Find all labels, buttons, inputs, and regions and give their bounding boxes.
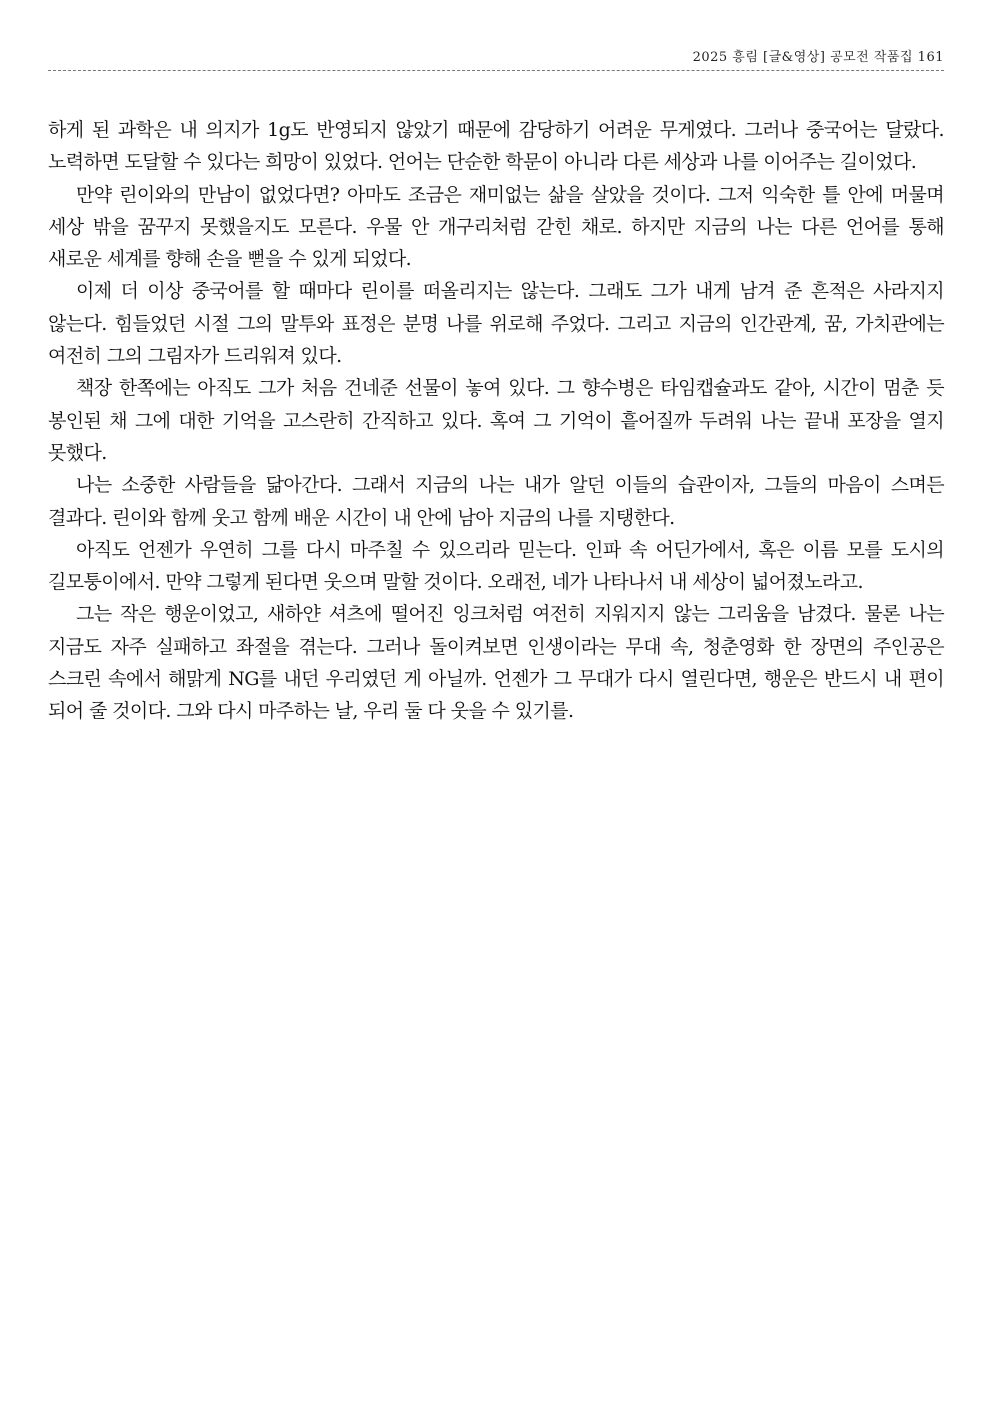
paragraph-2: 만약 린이와의 만남이 없었다면? 아마도 조금은 재미없는 삶을 살았을 것이다. 그저 익숙한 틀 안에 머물며 세상 밖을 꿈꾸지 못했을지도 모른다. 우물 안 개구리처럼 갇힌 채로. 하지만 지금의 나는 다른 언어를 통해 새로운 세계를 향해 손을 뻗을 수 있게 되었다.	[48, 183, 944, 271]
running-header-title: 2025 흥림 [글&영상] 공모전 작품집 161	[692, 50, 944, 65]
paragraph-4: 책장 한쪽에는 아직도 그가 처음 건네준 선물이 놓여 있다. 그 향수병은 타임캡슐과도 같아, 시간이 멈춘 듯 봉인된 채 그에 대한 기억을 고스란히 간직하고 있다. 혹여 그 기억이 흩어질까 두려워 나는 끝내 포장을 열지 못했다.	[48, 377, 944, 464]
paragraph-1: 하게 된 과학은 내 의지가 1g도 반영되지 않았기 때문에 감당하기 어려운 무게였다. 그러나 중국어는 달랐다. 노력하면 도달할 수 있다는 희망이 있었다. 언어는 단순한 학문이 아니라 다른 세상과 나를 이어주는 길이었다.	[48, 119, 944, 174]
page-header	[48, 42, 944, 71]
paragraph-6: 아직도 언젠가 우연히 그를 다시 마주칠 수 있으리라 믿는다. 인파 속 어딘가에서, 혹은 이름 모를 도시의 길모퉁이에서. 만약 그렇게 된다면 웃으며 말할 것이다. 오래전, 네가 나타나서 내 세상이 넓어졌노라고.	[48, 538, 944, 594]
paragraph-3: 이제 더 이상 중국어를 할 때마다 린이를 떠올리지는 않는다. 그래도 그가 내게 남겨 준 흔적은 사라지지 않는다. 힘들었던 시절 그의 말투와 표정은 분명 나를 위로해 주었다. 그리고 지금의 인간관계, 꿈, 가치관에는 여전히 그의 그림자가 드리워져 있다.	[48, 280, 944, 368]
body-text	[48, 114, 944, 728]
paragraph-7: 그는 작은 행운이었고, 새하얀 셔츠에 떨어진 잉크처럼 여전히 지워지지 않는 그리움을 남겼다. 물론 나는 지금도 자주 실패하고 좌절을 겪는다. 그러나 돌이켜보면 인생이라는 무대 속, 청춘영화 한 장면의 주인공은 스크린 속에서 해맑게 NG를 내던 우리였던 게 아닐까. 언젠가 그 무대가 다시 열린다면, 행운은 반드시 내 편이 되어 줄 것이다. 그와 다시 마주하는 날, 우리 둘 다 웃을 수 있기를.	[48, 603, 944, 723]
paragraph-5: 나는 소중한 사람들을 닮아간다. 그래서 지금의 나는 내가 알던 이들의 습관이자, 그들의 마음이 스며든 결과다. 린이와 함께 웃고 함께 배운 시간이 내 안에 남아 지금의 나를 지탱한다.	[48, 474, 944, 529]
